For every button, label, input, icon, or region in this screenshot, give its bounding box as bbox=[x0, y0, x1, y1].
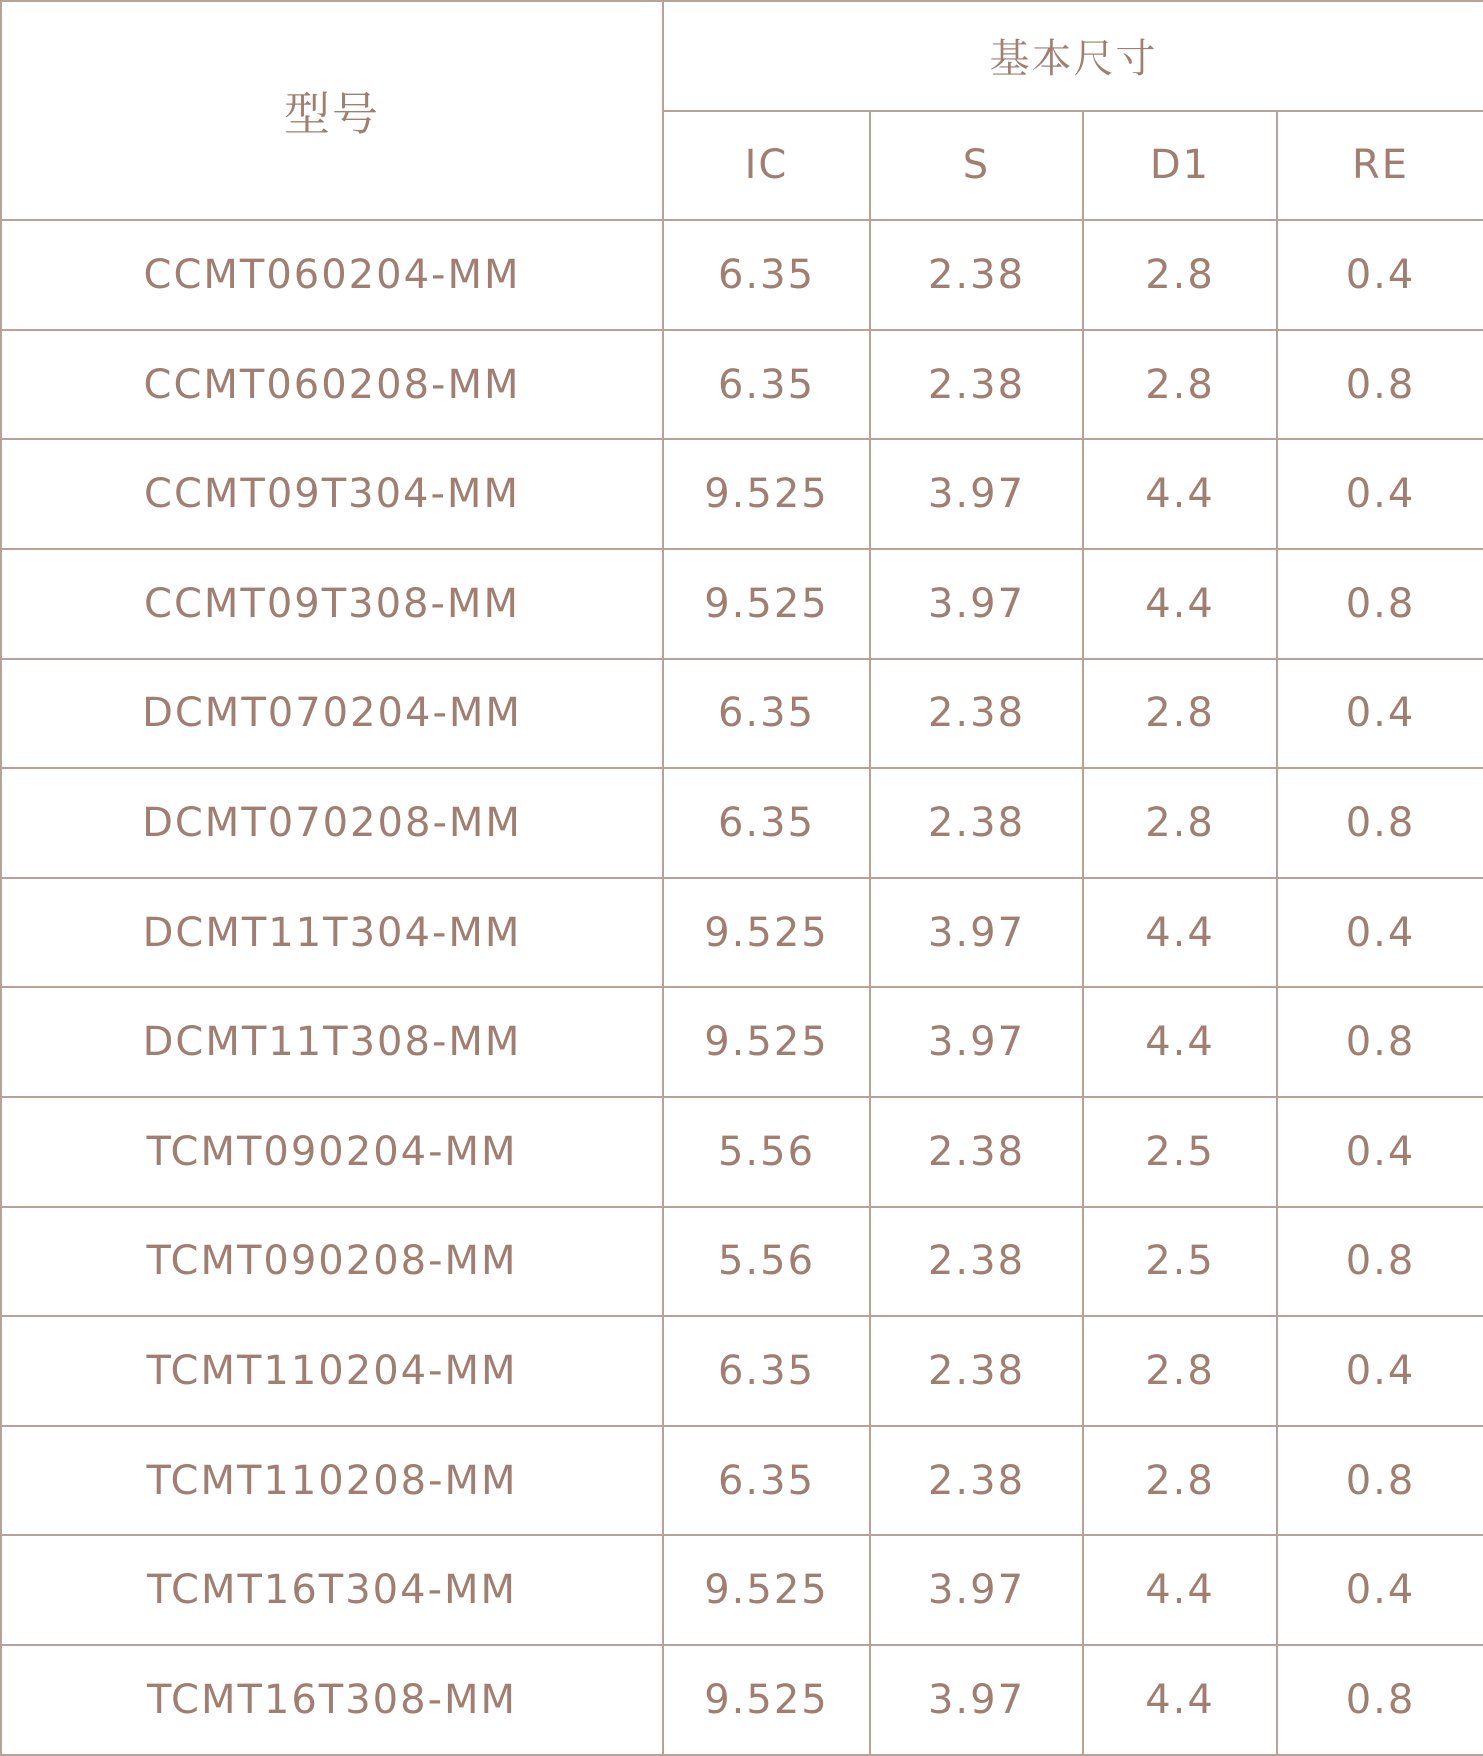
cell-model: DCMT11T308-MM bbox=[1, 987, 663, 1097]
cell-s: 2.38 bbox=[870, 1426, 1083, 1536]
cell-ic: 9.525 bbox=[663, 1535, 870, 1645]
cell-d1: 4.4 bbox=[1083, 1535, 1277, 1645]
cell-d1: 2.5 bbox=[1083, 1207, 1277, 1317]
table-row bbox=[1, 220, 1483, 330]
cell-model: TCMT110204-MM bbox=[1, 1316, 663, 1426]
table-row bbox=[1, 1535, 1483, 1645]
cell-d1: 2.8 bbox=[1083, 659, 1277, 769]
cell-d1: 2.8 bbox=[1083, 330, 1277, 440]
cell-re: 0.8 bbox=[1277, 1426, 1483, 1536]
cell-ic: 6.35 bbox=[663, 220, 870, 330]
cell-re: 0.4 bbox=[1277, 1316, 1483, 1426]
cell-s: 3.97 bbox=[870, 439, 1083, 549]
cell-re: 0.4 bbox=[1277, 220, 1483, 330]
cell-d1: 2.8 bbox=[1083, 768, 1277, 878]
table-row bbox=[1, 549, 1483, 659]
header-s: S bbox=[870, 111, 1083, 221]
cell-s: 2.38 bbox=[870, 1207, 1083, 1317]
cell-s: 3.97 bbox=[870, 987, 1083, 1097]
table-row bbox=[1, 439, 1483, 549]
table-body bbox=[1, 220, 1483, 1754]
table-row bbox=[1, 1426, 1483, 1536]
cell-model: TCMT110208-MM bbox=[1, 1426, 663, 1536]
table-row bbox=[1, 659, 1483, 769]
header-d1: D1 bbox=[1083, 111, 1277, 221]
cell-model: DCMT070208-MM bbox=[1, 768, 663, 878]
cell-re: 0.4 bbox=[1277, 878, 1483, 988]
cell-ic: 9.525 bbox=[663, 878, 870, 988]
cell-ic: 5.56 bbox=[663, 1097, 870, 1207]
cell-ic: 6.35 bbox=[663, 1426, 870, 1536]
table-header bbox=[1, 1, 1483, 220]
cell-re: 0.4 bbox=[1277, 439, 1483, 549]
cell-re: 0.8 bbox=[1277, 768, 1483, 878]
header-ic: IC bbox=[663, 111, 870, 221]
cell-s: 3.97 bbox=[870, 549, 1083, 659]
cell-model: CCMT060208-MM bbox=[1, 330, 663, 440]
cell-d1: 2.8 bbox=[1083, 1426, 1277, 1536]
table-row bbox=[1, 1097, 1483, 1207]
cell-s: 3.97 bbox=[870, 1645, 1083, 1755]
table-row bbox=[1, 330, 1483, 440]
cell-d1: 4.4 bbox=[1083, 878, 1277, 988]
cell-model: CCMT09T308-MM bbox=[1, 549, 663, 659]
cell-ic: 9.525 bbox=[663, 1645, 870, 1755]
table-row bbox=[1, 878, 1483, 988]
cell-ic: 9.525 bbox=[663, 439, 870, 549]
cell-s: 2.38 bbox=[870, 330, 1083, 440]
cell-ic: 5.56 bbox=[663, 1207, 870, 1317]
cell-d1: 4.4 bbox=[1083, 439, 1277, 549]
table-row bbox=[1, 768, 1483, 878]
cell-d1: 2.5 bbox=[1083, 1097, 1277, 1207]
cell-d1: 2.8 bbox=[1083, 1316, 1277, 1426]
cell-s: 2.38 bbox=[870, 1316, 1083, 1426]
header-basic-dimensions: 基本尺寸 bbox=[663, 1, 1483, 111]
cell-d1: 2.8 bbox=[1083, 220, 1277, 330]
cell-re: 0.4 bbox=[1277, 1097, 1483, 1207]
cell-s: 2.38 bbox=[870, 768, 1083, 878]
header-re: RE bbox=[1277, 111, 1483, 221]
cell-s: 3.97 bbox=[870, 878, 1083, 988]
cell-re: 0.8 bbox=[1277, 1645, 1483, 1755]
cell-model: TCMT090208-MM bbox=[1, 1207, 663, 1317]
table-row bbox=[1, 1207, 1483, 1317]
table-row bbox=[1, 987, 1483, 1097]
cell-re: 0.4 bbox=[1277, 659, 1483, 769]
cell-model: CCMT09T304-MM bbox=[1, 439, 663, 549]
table-row bbox=[1, 1645, 1483, 1755]
cell-s: 3.97 bbox=[870, 1535, 1083, 1645]
cell-d1: 4.4 bbox=[1083, 549, 1277, 659]
cell-ic: 6.35 bbox=[663, 330, 870, 440]
cell-s: 2.38 bbox=[870, 659, 1083, 769]
table-row bbox=[1, 1316, 1483, 1426]
cell-d1: 4.4 bbox=[1083, 1645, 1277, 1755]
header-row-main bbox=[1, 1, 1483, 111]
cell-model: TCMT090204-MM bbox=[1, 1097, 663, 1207]
header-model: 型号 bbox=[1, 1, 663, 220]
cell-ic: 9.525 bbox=[663, 987, 870, 1097]
cell-ic: 6.35 bbox=[663, 1316, 870, 1426]
cell-model: DCMT070204-MM bbox=[1, 659, 663, 769]
cell-ic: 9.525 bbox=[663, 549, 870, 659]
cell-model: TCMT16T304-MM bbox=[1, 1535, 663, 1645]
cell-re: 0.8 bbox=[1277, 549, 1483, 659]
cell-model: CCMT060204-MM bbox=[1, 220, 663, 330]
cell-d1: 4.4 bbox=[1083, 987, 1277, 1097]
cell-model: DCMT11T304-MM bbox=[1, 878, 663, 988]
cell-ic: 6.35 bbox=[663, 768, 870, 878]
cell-re: 0.8 bbox=[1277, 330, 1483, 440]
cell-ic: 6.35 bbox=[663, 659, 870, 769]
cell-model: TCMT16T308-MM bbox=[1, 1645, 663, 1755]
cell-s: 2.38 bbox=[870, 1097, 1083, 1207]
cell-re: 0.8 bbox=[1277, 1207, 1483, 1317]
cell-s: 2.38 bbox=[870, 220, 1083, 330]
cell-re: 0.8 bbox=[1277, 987, 1483, 1097]
cell-re: 0.4 bbox=[1277, 1535, 1483, 1645]
